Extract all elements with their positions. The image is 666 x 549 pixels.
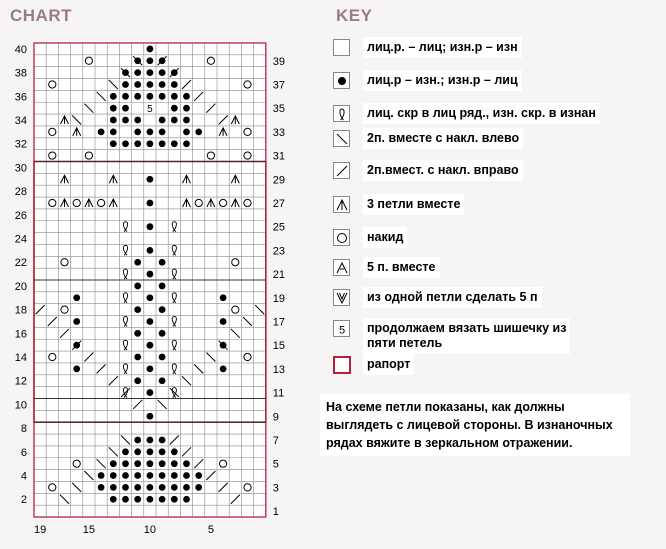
- chart-heading: CHART: [10, 6, 72, 25]
- slash-icon: [333, 162, 350, 179]
- row-number-left: 2: [20, 494, 27, 507]
- purl-dot: [159, 306, 166, 313]
- key-item-label: 2п.вмест. с накл. вправо: [363, 160, 523, 181]
- purl-dot: [171, 93, 178, 100]
- purl-dot: [110, 117, 117, 124]
- row-number-right: 9: [272, 411, 279, 424]
- purl-dot: [147, 46, 154, 53]
- purl-dot: [147, 437, 154, 444]
- row-number-left: 40: [14, 43, 27, 56]
- row-number-right: 7: [272, 434, 279, 447]
- purl-dot: [122, 496, 129, 503]
- key-item-label: продолжаем вязать шишечку из пяти петель: [363, 318, 570, 354]
- number-five-icon: [333, 320, 350, 337]
- purl-dot: [183, 105, 190, 112]
- purl-dot: [110, 460, 117, 467]
- row-number-left: 20: [14, 280, 27, 293]
- purl-dot: [147, 342, 154, 349]
- purl-dot: [134, 128, 141, 135]
- purl-dot: [98, 484, 105, 491]
- purl-dot: [171, 496, 178, 503]
- repeat-box-icon: [333, 356, 351, 374]
- purl-dot: [159, 117, 166, 124]
- bobble-five-mark: 5: [147, 104, 153, 116]
- purl-dot: [134, 306, 141, 313]
- purl-dot: [73, 318, 80, 325]
- purl-dot: [147, 69, 154, 76]
- row-number-right: 35: [272, 103, 286, 116]
- key-item-label: 2п. вместе с накл. влево: [363, 128, 523, 149]
- row-number-right: 17: [272, 316, 286, 329]
- purl-dot: [195, 128, 202, 135]
- row-number-left: 24: [14, 233, 27, 246]
- purl-dot: [147, 223, 154, 230]
- row-number-left: 38: [14, 67, 27, 80]
- row-number-left: 14: [14, 352, 27, 365]
- purl-dot: [98, 472, 105, 479]
- purl-dot: [159, 377, 166, 384]
- purl-dot: [110, 484, 117, 491]
- purl-dot: [110, 496, 117, 503]
- purl-dot: [171, 472, 178, 479]
- purl-dot: [134, 460, 141, 467]
- svg-text:5: 5: [338, 324, 346, 337]
- purl-dot: [73, 342, 80, 349]
- purl-dot: [110, 140, 117, 147]
- row-number-left: 32: [14, 138, 27, 151]
- purl-dot: [73, 294, 80, 301]
- purl-dot: [98, 128, 105, 135]
- purl-dot: [171, 81, 178, 88]
- purl-dot: [122, 140, 129, 147]
- open-circle-icon: [333, 229, 350, 246]
- row-number-right: 11: [272, 387, 285, 400]
- filled-dot-icon: [333, 72, 350, 89]
- purl-dot: [159, 140, 166, 147]
- column-number: 5: [207, 524, 214, 536]
- purl-dot: [220, 294, 227, 301]
- key-item-label: 3 петли вместе: [363, 194, 464, 215]
- row-number-left: 12: [14, 375, 27, 388]
- column-number: 10: [143, 524, 157, 536]
- v-increase-icon: [333, 289, 350, 306]
- purl-dot: [147, 271, 154, 278]
- row-number-right: 31: [272, 150, 286, 163]
- purl-dot: [195, 472, 202, 479]
- key-item-label: лиц. скр в лиц ряд., изн. скр. в изнан: [363, 103, 600, 124]
- purl-dot: [122, 472, 129, 479]
- row-number-left: 4: [20, 470, 27, 483]
- purl-dot: [171, 460, 178, 467]
- purl-dot: [122, 448, 129, 455]
- purl-dot: [147, 472, 154, 479]
- purl-dot: [134, 377, 141, 384]
- row-number-left: 26: [14, 209, 27, 222]
- purl-dot: [159, 472, 166, 479]
- key-heading: KEY: [336, 6, 373, 25]
- purl-dot: [159, 330, 166, 337]
- purl-dot: [134, 472, 141, 479]
- row-number-left: 18: [14, 304, 27, 317]
- purl-dot: [171, 105, 178, 112]
- purl-dot: [147, 93, 154, 100]
- purl-dot: [183, 117, 190, 124]
- purl-dot: [122, 484, 129, 491]
- purl-dot: [147, 484, 154, 491]
- row-number-right: 13: [272, 363, 286, 376]
- row-number-right: 15: [272, 340, 286, 353]
- purl-dot: [159, 283, 166, 290]
- purl-dot: [147, 496, 154, 503]
- purl-dot: [159, 354, 166, 361]
- purl-dot: [147, 318, 154, 325]
- key-item-label: накид: [363, 227, 407, 248]
- purl-dot: [183, 93, 190, 100]
- row-number-left: 36: [14, 91, 27, 104]
- purl-dot: [220, 318, 227, 325]
- row-number-right: 29: [272, 174, 286, 187]
- purl-dot: [134, 140, 141, 147]
- row-number-right: 25: [272, 221, 286, 234]
- purl-dot: [171, 448, 178, 455]
- purl-dot: [134, 259, 141, 266]
- key-item-label: 5 п. вместе: [363, 257, 440, 278]
- purl-dot: [183, 460, 190, 467]
- purl-dot: [134, 448, 141, 455]
- purl-dot: [171, 484, 178, 491]
- row-number-right: 23: [272, 245, 286, 258]
- purl-dot: [159, 484, 166, 491]
- purl-dot: [134, 437, 141, 444]
- purl-dot: [171, 140, 178, 147]
- purl-dot: [110, 472, 117, 479]
- purl-dot: [195, 484, 202, 491]
- key-item-label: лиц.р. – лиц; изн.р – изн: [363, 37, 522, 58]
- purl-dot: [147, 413, 154, 420]
- purl-dot: [220, 365, 227, 372]
- key-item-label: рапорт: [363, 354, 414, 375]
- purl-dot: [134, 354, 141, 361]
- purl-dot: [183, 128, 190, 135]
- purl-dot: [134, 330, 141, 337]
- row-number-right: 1: [272, 506, 279, 519]
- blank-square-icon: [333, 39, 350, 56]
- row-number-right: 33: [272, 126, 286, 139]
- row-number-right: 3: [272, 482, 279, 495]
- purl-dot: [122, 117, 129, 124]
- twisted-stitch-icon: [333, 105, 350, 122]
- purl-dot: [183, 472, 190, 479]
- purl-dot: [134, 69, 141, 76]
- purl-dot: [147, 294, 154, 301]
- purl-dot: [159, 81, 166, 88]
- row-number-left: 6: [20, 446, 27, 459]
- purl-dot: [110, 105, 117, 112]
- purl-dot: [147, 81, 154, 88]
- purl-dot: [147, 140, 154, 147]
- knitting-chart: [0, 0, 300, 549]
- purl-dot: [134, 484, 141, 491]
- purl-dot: [134, 117, 141, 124]
- row-number-left: 16: [14, 328, 27, 341]
- row-number-left: 30: [14, 162, 27, 175]
- purl-dot: [183, 484, 190, 491]
- row-number-right: 39: [272, 55, 286, 68]
- purl-dot: [159, 93, 166, 100]
- purl-dot: [134, 81, 141, 88]
- purl-dot: [134, 496, 141, 503]
- purl-dot: [171, 117, 178, 124]
- purl-dot: [183, 496, 190, 503]
- chart-note: На схеме петли показаны, как должны выглядеть с лицевой стороны. В изнаночных рядах вяжите в зеркальном отражении.: [320, 394, 630, 456]
- purl-dot: [122, 81, 129, 88]
- column-number: 19: [33, 524, 47, 536]
- purl-dot: [110, 93, 117, 100]
- row-number-right: 27: [272, 197, 286, 210]
- five-together-icon: [333, 259, 350, 276]
- purl-dot: [147, 448, 154, 455]
- row-number-left: 8: [20, 423, 27, 436]
- row-number-left: 10: [14, 399, 27, 412]
- purl-dot: [159, 460, 166, 467]
- purl-dot: [220, 342, 227, 349]
- purl-dot: [147, 365, 154, 372]
- row-number-right: 19: [272, 292, 286, 305]
- column-number: 15: [82, 524, 96, 536]
- purl-dot: [147, 57, 154, 64]
- purl-dot: [147, 128, 154, 135]
- purl-dot: [159, 437, 166, 444]
- purl-dot: [134, 283, 141, 290]
- purl-dot: [183, 140, 190, 147]
- purl-dot: [159, 496, 166, 503]
- purl-dot: [159, 128, 166, 135]
- purl-dot: [159, 448, 166, 455]
- purl-dot: [110, 128, 117, 135]
- row-number-right: 37: [272, 79, 286, 92]
- key-item-label: из одной петли сделать 5 п: [363, 287, 542, 308]
- row-number-right: 21: [272, 269, 286, 282]
- backslash-icon: [333, 130, 350, 147]
- purl-dot: [147, 200, 154, 207]
- three-together-icon: [333, 196, 350, 213]
- row-number-left: 22: [14, 257, 27, 270]
- purl-dot: [73, 365, 80, 372]
- purl-dot: [134, 93, 141, 100]
- purl-dot: [159, 259, 166, 266]
- purl-dot: [159, 69, 166, 76]
- purl-dot: [122, 93, 129, 100]
- row-number-left: 28: [14, 186, 27, 199]
- key-item-label: лиц.р – изн.; изн.р – лиц: [363, 70, 522, 91]
- row-number-left: 34: [14, 115, 27, 128]
- purl-dot: [147, 176, 154, 183]
- purl-dot: [122, 105, 129, 112]
- row-number-right: 5: [272, 458, 279, 471]
- purl-dot: [147, 247, 154, 254]
- purl-dot: [122, 460, 129, 467]
- purl-dot: [147, 389, 154, 396]
- purl-dot: [147, 460, 154, 467]
